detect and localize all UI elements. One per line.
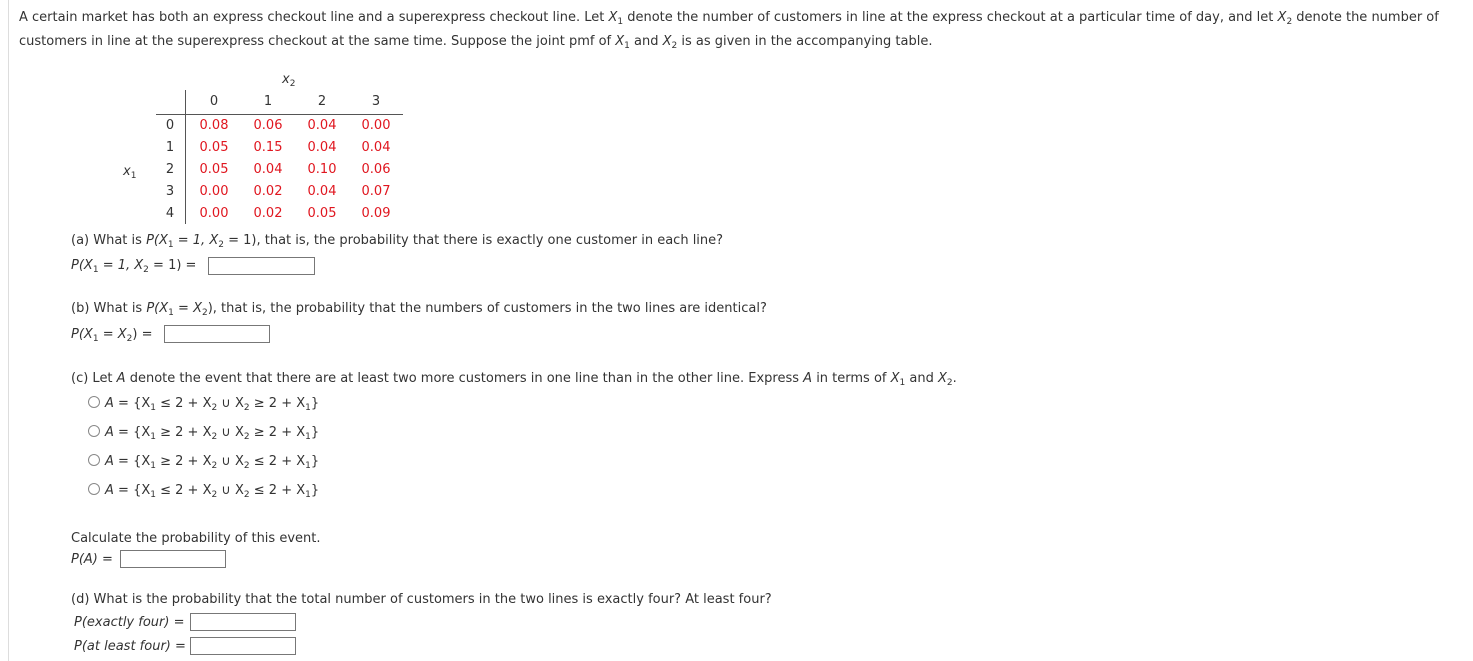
pmf-cell: 0.15 [253, 140, 283, 155]
opt-a: A [105, 396, 114, 411]
question-b-mid: = X [173, 301, 202, 316]
sub-1: 1 [899, 378, 906, 388]
pmf-cell: 0.06 [361, 162, 391, 177]
option-2[interactable] [88, 423, 319, 443]
opt-p1: = {X [113, 396, 151, 411]
opt-close: } [310, 425, 320, 440]
sub-1: 1 [624, 41, 630, 51]
label-b-mid: = X [98, 327, 127, 342]
pmf-cell: 0.09 [361, 206, 391, 221]
opt-a: A [105, 425, 114, 440]
var-x1: X [615, 34, 625, 49]
pmf-cell: 0.04 [307, 118, 337, 133]
radio-button[interactable] [88, 425, 100, 437]
opt-union: ∪ X [217, 396, 244, 411]
sub-1: 1 [617, 17, 624, 27]
pmf-cell: 0.05 [199, 162, 229, 177]
opt-close: } [310, 454, 320, 469]
label-c: P(A) = [71, 552, 113, 567]
label-a-post: = 1) = [148, 258, 197, 273]
row-header: 3 [165, 184, 175, 199]
option-3[interactable] [88, 452, 319, 472]
option-4[interactable] [88, 481, 319, 501]
question-a-pre: (a) What is [71, 233, 147, 248]
radio-button[interactable] [88, 396, 100, 408]
var-x2: X [938, 371, 947, 386]
sub-2: 2 [946, 378, 953, 388]
x2-axis-label [282, 72, 295, 87]
event-a: A [116, 371, 126, 386]
question-b-pre: (b) What is [71, 301, 147, 316]
answer-a-input[interactable] [208, 257, 315, 275]
opt-a: A [105, 483, 114, 498]
col-header: 1 [263, 94, 273, 109]
table-horizontal-rule [156, 114, 403, 115]
answer-d-exact-label [74, 613, 184, 633]
sub-1: 1 [150, 432, 156, 442]
opt-op2: ≤ 2 + X [249, 454, 306, 469]
sub-2: 2 [211, 490, 218, 500]
var-x2: X [662, 34, 672, 49]
question-b-post: ), that is, the probability that the numbers of customers in the two lines are identical? [207, 301, 767, 316]
label-a-pre: P(X [71, 258, 93, 273]
opt-union: ∪ X [217, 454, 244, 469]
opt-op2: ≥ 2 + X [249, 396, 306, 411]
label-d-exact: P(exactly four) = [74, 615, 185, 630]
opt-op1: ≤ 2 + X [155, 483, 212, 498]
sub-2: 2 [243, 461, 250, 471]
opt-p1: = {X [113, 483, 151, 498]
sub-1: 1 [305, 403, 311, 413]
sub-1: 1 [305, 461, 311, 471]
col-header: 3 [371, 94, 381, 109]
opt-op2: ≤ 2 + X [249, 483, 306, 498]
label-b-pre: P(X [71, 327, 93, 342]
sub-2: 2 [671, 41, 678, 51]
question-b-expr: P(X [146, 301, 169, 316]
pmf-cell: 0.02 [253, 184, 283, 199]
pmf-cell: 0.00 [361, 118, 391, 133]
sub-1: 1 [167, 240, 174, 250]
var-x2: X [1277, 10, 1287, 25]
answer-d-atleast-input[interactable] [190, 637, 296, 655]
opt-union: ∪ X [217, 483, 244, 498]
sub-1: 1 [150, 490, 156, 500]
pmf-cell: 0.04 [307, 184, 337, 199]
pmf-cell: 0.04 [307, 140, 337, 155]
row-header: 2 [165, 162, 175, 177]
question-b [71, 299, 767, 319]
opt-close: } [310, 483, 320, 498]
pmf-cell: 0.05 [307, 206, 337, 221]
question-d: (d) What is the probability that the total number of customers in the two lines is exactly four? At least four? [71, 592, 772, 607]
intro-text-1: A certain market has both an express checkout line and a superexpress checkout line. Let [19, 10, 609, 25]
sub-2: 2 [126, 334, 133, 344]
sub-2: 2 [243, 490, 250, 500]
question-c-pre: (c) Let [71, 371, 117, 386]
intro-text-5: is as given in the accompanying table. [677, 34, 933, 49]
answer-d-atleast-label [74, 637, 186, 657]
pmf-cell: 0.10 [307, 162, 337, 177]
sub-2: 2 [211, 461, 218, 471]
label-a-mid: = 1, X [98, 258, 144, 273]
sub-2: 2 [243, 403, 250, 413]
answer-c-label [71, 550, 113, 570]
opt-op1: ≤ 2 + X [155, 396, 212, 411]
event-a: A [803, 371, 813, 386]
sub-2: 2 [243, 432, 250, 442]
col-header: 0 [209, 94, 219, 109]
sub-1: 1 [130, 171, 137, 181]
opt-p1: = {X [113, 454, 151, 469]
row-header: 1 [165, 140, 175, 155]
sub-1: 1 [168, 308, 174, 318]
problem-statement [19, 6, 1459, 54]
label-d-atleast: P(at least four) = [74, 639, 186, 654]
x1-letter: x [123, 164, 131, 179]
var-x1: X [608, 10, 618, 25]
sub-1: 1 [305, 490, 311, 500]
sub-2: 2 [211, 432, 218, 442]
opt-close: } [310, 396, 320, 411]
intro-text-4: and [629, 34, 663, 49]
sub-2: 2 [1286, 17, 1293, 27]
opt-op1: ≥ 2 + X [155, 454, 212, 469]
intro-text-2: denote the number of customers in line at the express checkout at a particular time of day, and let [623, 10, 1278, 25]
question-c-and: and [905, 371, 938, 386]
opt-a: A [105, 454, 114, 469]
table-vertical-rule [185, 90, 186, 224]
answer-b-input[interactable] [164, 325, 270, 343]
opt-op2: ≥ 2 + X [249, 425, 306, 440]
sub-2: 2 [211, 403, 218, 413]
option-1[interactable] [88, 394, 319, 414]
x1-axis-label [123, 164, 136, 179]
col-header: 2 [317, 94, 327, 109]
opt-p1: = {X [113, 425, 151, 440]
var-x1: X [890, 371, 900, 386]
radio-button[interactable] [88, 483, 100, 495]
question-a-expr: P(X [146, 233, 168, 248]
pmf-cell: 0.02 [253, 206, 283, 221]
answer-a-label [71, 256, 196, 276]
pmf-cell: 0.08 [199, 118, 229, 133]
left-border [8, 0, 9, 661]
sub-2: 2 [201, 308, 208, 318]
row-header: 4 [165, 206, 175, 221]
sub-1: 1 [150, 461, 156, 471]
answer-c-input[interactable] [120, 550, 226, 568]
question-c-end: . [952, 371, 957, 386]
question-a [71, 231, 723, 251]
radio-button[interactable] [88, 454, 100, 466]
sub-1: 1 [92, 334, 99, 344]
opt-op1: ≥ 2 + X [155, 425, 212, 440]
pmf-cell: 0.04 [361, 140, 391, 155]
row-header: 0 [165, 118, 175, 133]
x2-letter: x [282, 72, 290, 87]
pmf-cell: 0.00 [199, 184, 229, 199]
calc-instruction: Calculate the probability of this event. [71, 531, 321, 546]
answer-d-exact-input[interactable] [190, 613, 296, 631]
pmf-cell: 0.04 [253, 162, 283, 177]
question-c-mid: denote the event that there are at least two more customers in one line than in the other line. Express [125, 371, 804, 386]
question-c-mid2: in terms of [812, 371, 891, 386]
sub-1: 1 [92, 265, 99, 275]
sub-2: 2 [289, 79, 296, 89]
sub-2: 2 [143, 265, 149, 275]
pmf-cell: 0.05 [199, 140, 229, 155]
sub-1: 1 [305, 432, 311, 442]
sub-1: 1 [150, 403, 156, 413]
sub-2: 2 [218, 240, 224, 250]
pmf-cell: 0.06 [253, 118, 283, 133]
pmf-cell: 0.07 [361, 184, 391, 199]
joint-pmf-table [120, 70, 410, 230]
answer-b-label [71, 325, 152, 345]
intro-text-3: denote the number of customers in line at the superexpress checkout at the same time. Suppose the joint pmf of [19, 10, 1439, 49]
pmf-cell: 0.00 [199, 206, 229, 221]
question-c [71, 369, 957, 389]
question-a-post: = 1), that is, the probability that there is exactly one customer in each line? [223, 233, 724, 248]
label-b-post: ) = [132, 327, 153, 342]
opt-union: ∪ X [217, 425, 244, 440]
question-a-mid: = 1, X [173, 233, 219, 248]
